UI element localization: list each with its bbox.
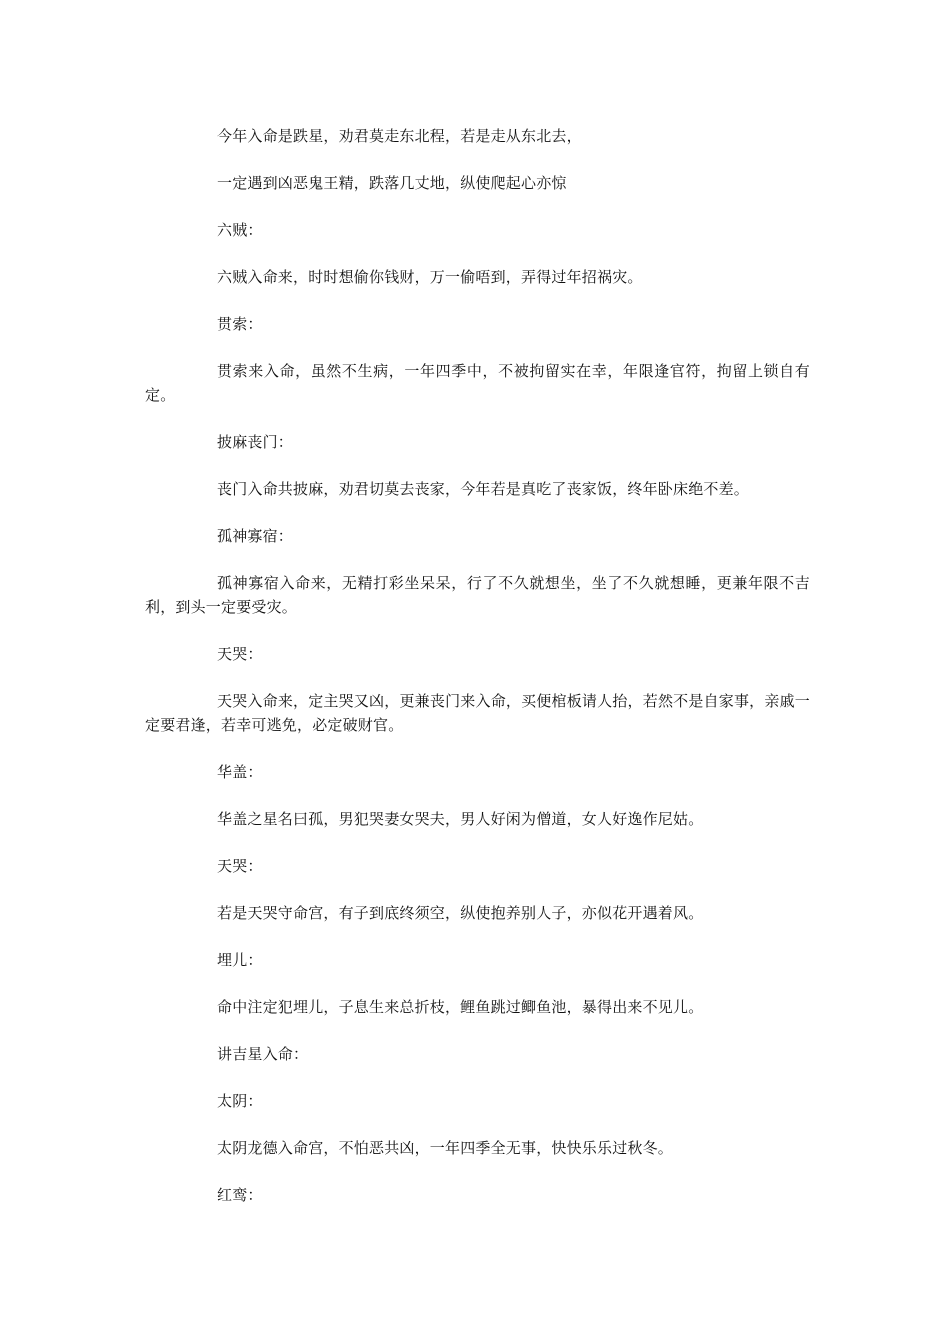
section-heading: 太阴： [217,1092,263,1110]
paragraph: 命中注定犯埋儿，子息生来总折枝，鲤鱼跳过鲫鱼池，暴得出来不见儿。 [217,998,704,1016]
section-heading: 讲吉星入命： [217,1045,309,1063]
paragraph: 今年入命是跌星，劝君莫走东北程，若是走从东北去， [217,127,582,145]
paragraph: 若是天哭守命宫，有子到底终须空，纵使抱养别人子，亦似花开遇着风。 [217,904,704,922]
paragraph: 天哭入命来，定主哭又凶，更兼丧门来入命，买便棺板请人抬，若然不是自家事，亲戚一定要君逢，若幸可逃免，必定破财官。 [145,692,810,734]
paragraph: 一定遇到凶恶鬼王精，跌落几丈地，纵使爬起心亦惊 [217,174,567,192]
paragraph: 六贼入命来，时时想偷你钱财，万一偷唔到，弄得过年招祸灾。 [217,268,643,286]
paragraph: 太阴龙德入命宫，不怕恶共凶，一年四季全无事，快快乐乐过秋冬。 [217,1139,674,1157]
section-heading: 贯索： [217,315,263,333]
section-heading: 红鸾： [217,1186,263,1204]
paragraph: 贯索来入命，虽然不生病，一年四季中，不被拘留实在幸，年限逢官符，拘留上锁自有定。 [145,362,810,404]
section-heading: 天哭： [217,857,263,875]
paragraph: 丧门入命共披麻，劝君切莫去丧家，今年若是真吃了丧家饭，终年卧床绝不差。 [217,480,750,498]
section-heading: 六贼： [217,221,263,239]
section-heading: 天哭： [217,645,263,663]
section-heading: 披麻丧门： [217,433,294,451]
document-body [145,124,810,1230]
paragraph: 孤神寡宿入命来，无精打彩坐呆呆，行了不久就想坐，坐了不久就想睡，更兼年限不吉利，到头一定要受灾。 [145,574,810,616]
section-heading: 孤神寡宿： [217,527,294,545]
section-heading: 埋儿： [217,951,263,969]
paragraph: 华盖之星名曰孤，男犯哭妻女哭夫，男人好闲为僧道，女人好逸作尼姑。 [217,810,704,828]
section-heading: 华盖： [217,763,263,781]
